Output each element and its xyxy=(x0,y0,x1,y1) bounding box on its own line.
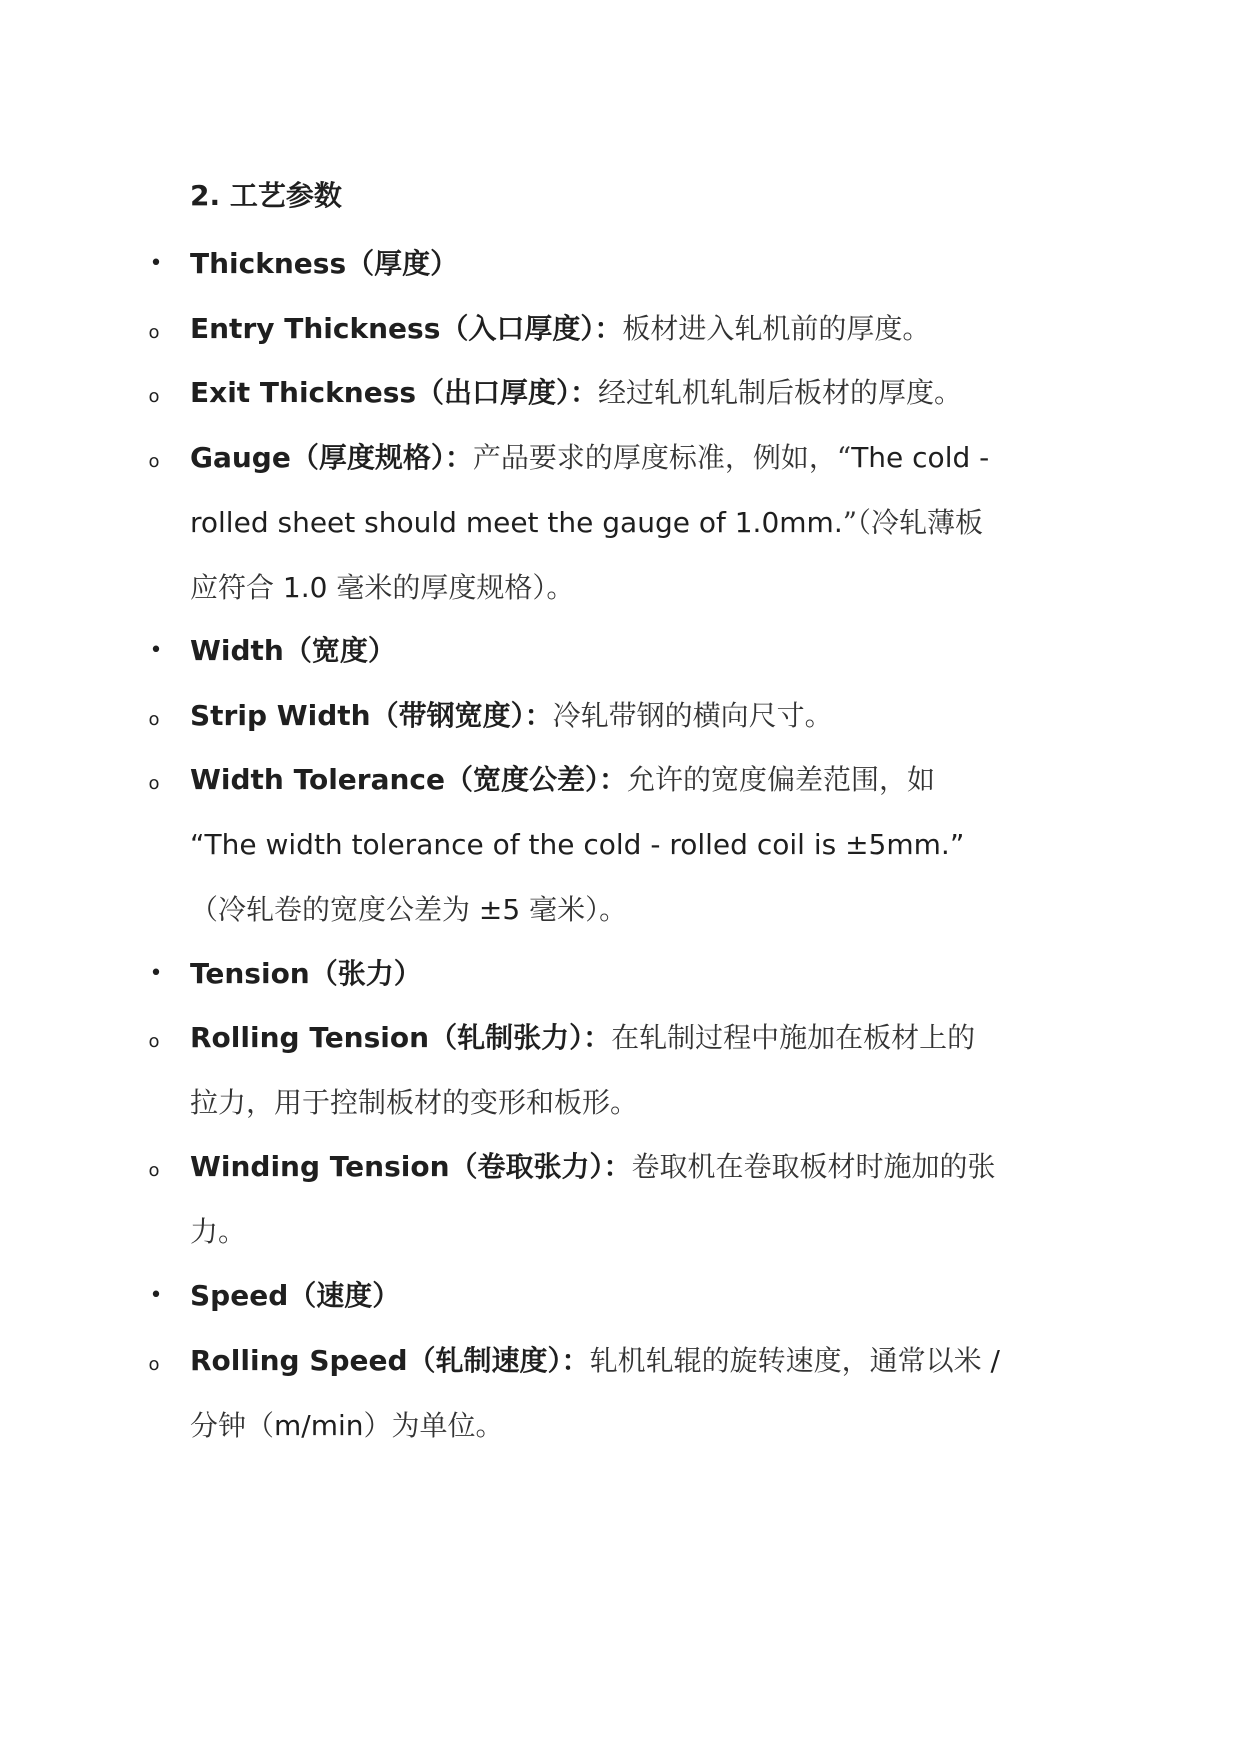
term-chinese: （宽度公差）： xyxy=(445,763,628,796)
bullet-icon: • xyxy=(149,638,163,663)
term-english: Speed xyxy=(190,1279,289,1312)
term-english: Rolling Speed xyxy=(190,1343,408,1377)
term-description-continued: 分钟（m/min）为单位。 xyxy=(190,1408,504,1442)
term-label xyxy=(190,634,396,667)
term-line xyxy=(190,1328,1070,1393)
term-label xyxy=(190,1150,632,1183)
term-chinese: （卷取张力）： xyxy=(449,1150,632,1183)
list-item-term xyxy=(148,296,1070,361)
term-english: Exit Thickness xyxy=(190,376,417,409)
circle-bullet-icon: o xyxy=(148,1353,160,1375)
bullet-icon: • xyxy=(149,1283,163,1308)
bullet-icon: • xyxy=(149,960,163,986)
section-heading xyxy=(190,176,342,216)
circle-bullet-icon: o xyxy=(148,773,160,794)
term-chinese: （轧制速度）： xyxy=(407,1343,590,1377)
term-english: Thickness xyxy=(190,247,347,280)
circle-bullet-icon: o xyxy=(148,1160,160,1181)
term-description: 允许的宽度偏差范围，如 xyxy=(627,763,936,796)
term-description: 轧机轧辊的旋转速度，通常以米 / xyxy=(589,1343,1000,1377)
term-description-continued: “The width tolerance of the cold - rolled coil is ±5mm.” xyxy=(190,828,965,861)
circle-bullet-icon: o xyxy=(148,386,160,407)
term-description: 卷取机在卷取板材时施加的张 xyxy=(631,1150,996,1183)
circle-bullet-icon: o xyxy=(148,708,160,730)
term-english: Tension xyxy=(190,956,310,990)
term-description-continued: 拉力，用于控制板材的变形和板形。 xyxy=(190,1086,639,1119)
term-description-continued: （冷轧卷的宽度公差为 ±5 毫米）。 xyxy=(190,893,628,926)
section-title: 工艺参数 xyxy=(229,179,342,212)
term-label xyxy=(190,1344,590,1377)
term-line xyxy=(190,231,1070,296)
term-label xyxy=(190,1279,400,1312)
list-item-term xyxy=(148,360,1070,425)
term-description: 冷轧带钢的横向尺寸。 xyxy=(552,698,833,732)
term-label xyxy=(190,247,458,280)
term-description-continued: rolled sheet should meet the gauge of 1.0mm.”（冷轧薄板 xyxy=(190,505,984,539)
term-english: Width xyxy=(190,634,284,667)
term-chinese: （厚度） xyxy=(346,247,459,280)
term-label xyxy=(190,1021,611,1054)
list-item-term xyxy=(148,425,1070,620)
list-item-term xyxy=(148,1328,1070,1458)
term-english: Entry Thickness xyxy=(190,311,441,345)
term-description: 在轧制过程中施加在板材上的 xyxy=(611,1021,976,1054)
term-chinese: （宽度） xyxy=(283,634,396,667)
circle-bullet-icon: o xyxy=(148,450,160,472)
term-english: Gauge xyxy=(190,440,291,474)
list-item-term xyxy=(148,747,1070,942)
bullet-icon: • xyxy=(149,251,163,276)
term-line xyxy=(190,941,1070,1006)
term-english: Strip Width xyxy=(190,698,371,732)
term-line xyxy=(190,1005,1070,1070)
term-chinese: （带钢宽度）： xyxy=(370,698,553,732)
term-line xyxy=(190,618,1070,683)
circle-bullet-icon: o xyxy=(148,1031,160,1052)
list-item-category xyxy=(149,231,1070,296)
term-english: Rolling Tension xyxy=(190,1021,430,1054)
term-description-continued: 应符合 1.0 毫米的厚度规格）。 xyxy=(190,570,575,604)
term-line xyxy=(190,1263,1070,1328)
term-chinese: （张力） xyxy=(309,956,422,990)
term-line xyxy=(190,425,1070,490)
term-description: 经过轧机轧制后板材的厚度。 xyxy=(598,376,963,409)
term-line xyxy=(190,296,1070,361)
term-label xyxy=(190,312,622,345)
term-description: 板材进入轧机前的厚度。 xyxy=(622,311,931,345)
term-line xyxy=(190,683,1070,748)
list-item-term xyxy=(148,1134,1070,1264)
term-label xyxy=(190,441,473,474)
term-label xyxy=(190,763,627,796)
term-description-continued: 力。 xyxy=(190,1215,247,1248)
term-chinese: （厚度规格）： xyxy=(290,440,473,474)
term-label xyxy=(190,376,598,409)
term-chinese: （入口厚度）： xyxy=(440,311,623,345)
list-item-category xyxy=(149,1263,1070,1328)
term-chinese: （出口厚度）： xyxy=(416,376,599,409)
term-chinese: （速度） xyxy=(288,1279,401,1312)
list-item-category xyxy=(149,618,1070,683)
circle-bullet-icon: o xyxy=(148,321,160,343)
term-chinese: （轧制张力）： xyxy=(429,1021,612,1054)
list-item-category xyxy=(149,941,1070,1006)
list-item-term xyxy=(148,683,1070,748)
section-number: 2. xyxy=(190,179,221,212)
list-item-term xyxy=(148,1005,1070,1135)
term-english: Width Tolerance xyxy=(190,763,446,796)
term-label xyxy=(190,957,422,990)
term-english: Winding Tension xyxy=(190,1150,450,1183)
term-label xyxy=(190,699,553,732)
term-description: 产品要求的厚度标准，例如，“The cold - xyxy=(472,440,990,474)
term-line xyxy=(190,1134,1070,1199)
term-line xyxy=(190,747,1070,812)
term-line xyxy=(190,360,1070,425)
